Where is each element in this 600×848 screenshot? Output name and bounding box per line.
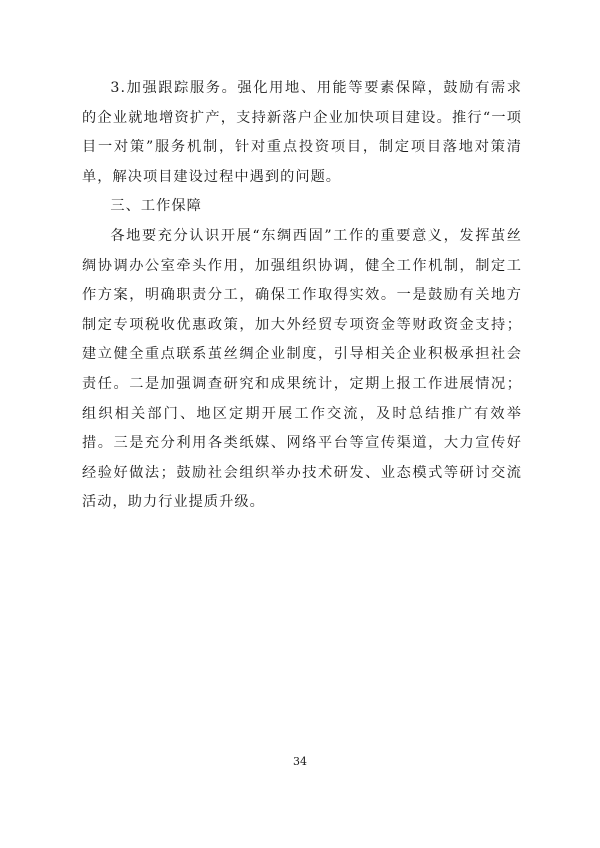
page-number: 34 xyxy=(293,755,307,768)
section-heading-work-guarantee: 三、工作保障 xyxy=(110,198,202,215)
paragraph-work-guarantee: 各地要充分认识开展“东绸西固”工作的重要意义，发挥茧丝绸协调办公室牵头作用，加强组织协调，健全工作机制，制定工作方案，明确职责分工，确保工作取得实效。一是鼓励有关地方制定专项税收优惠政策，加大外经贸专项资金等财政资金支持；建立健全重点联系茧丝绸企业制度，引导相关企业积极承担社会责任。二是加强调查研究和成果统计，定期上报工作进展情况；组织相关部门、地区定期开展工作交流，及时总结推广有效举措。三是充分利用各类纸媒、网络平台等宣传渠道，大力宣传好经验好做法；鼓励社会组织举办技术研发、业态模式等研讨交流活动，助力行业提质升级。 xyxy=(82,227,522,511)
document-body xyxy=(82,74,522,518)
paragraph-tracking-service: 3.加强跟踪服务。强化用地、用能等要素保障，鼓励有需求的企业就地增资扩产，支持新落户企业加快项目建设。推行“一项目一对策”服务机制，针对重点投资项目，制定项目落地对策清单，解决项目建设过程中遇到的问题。 xyxy=(82,80,522,185)
